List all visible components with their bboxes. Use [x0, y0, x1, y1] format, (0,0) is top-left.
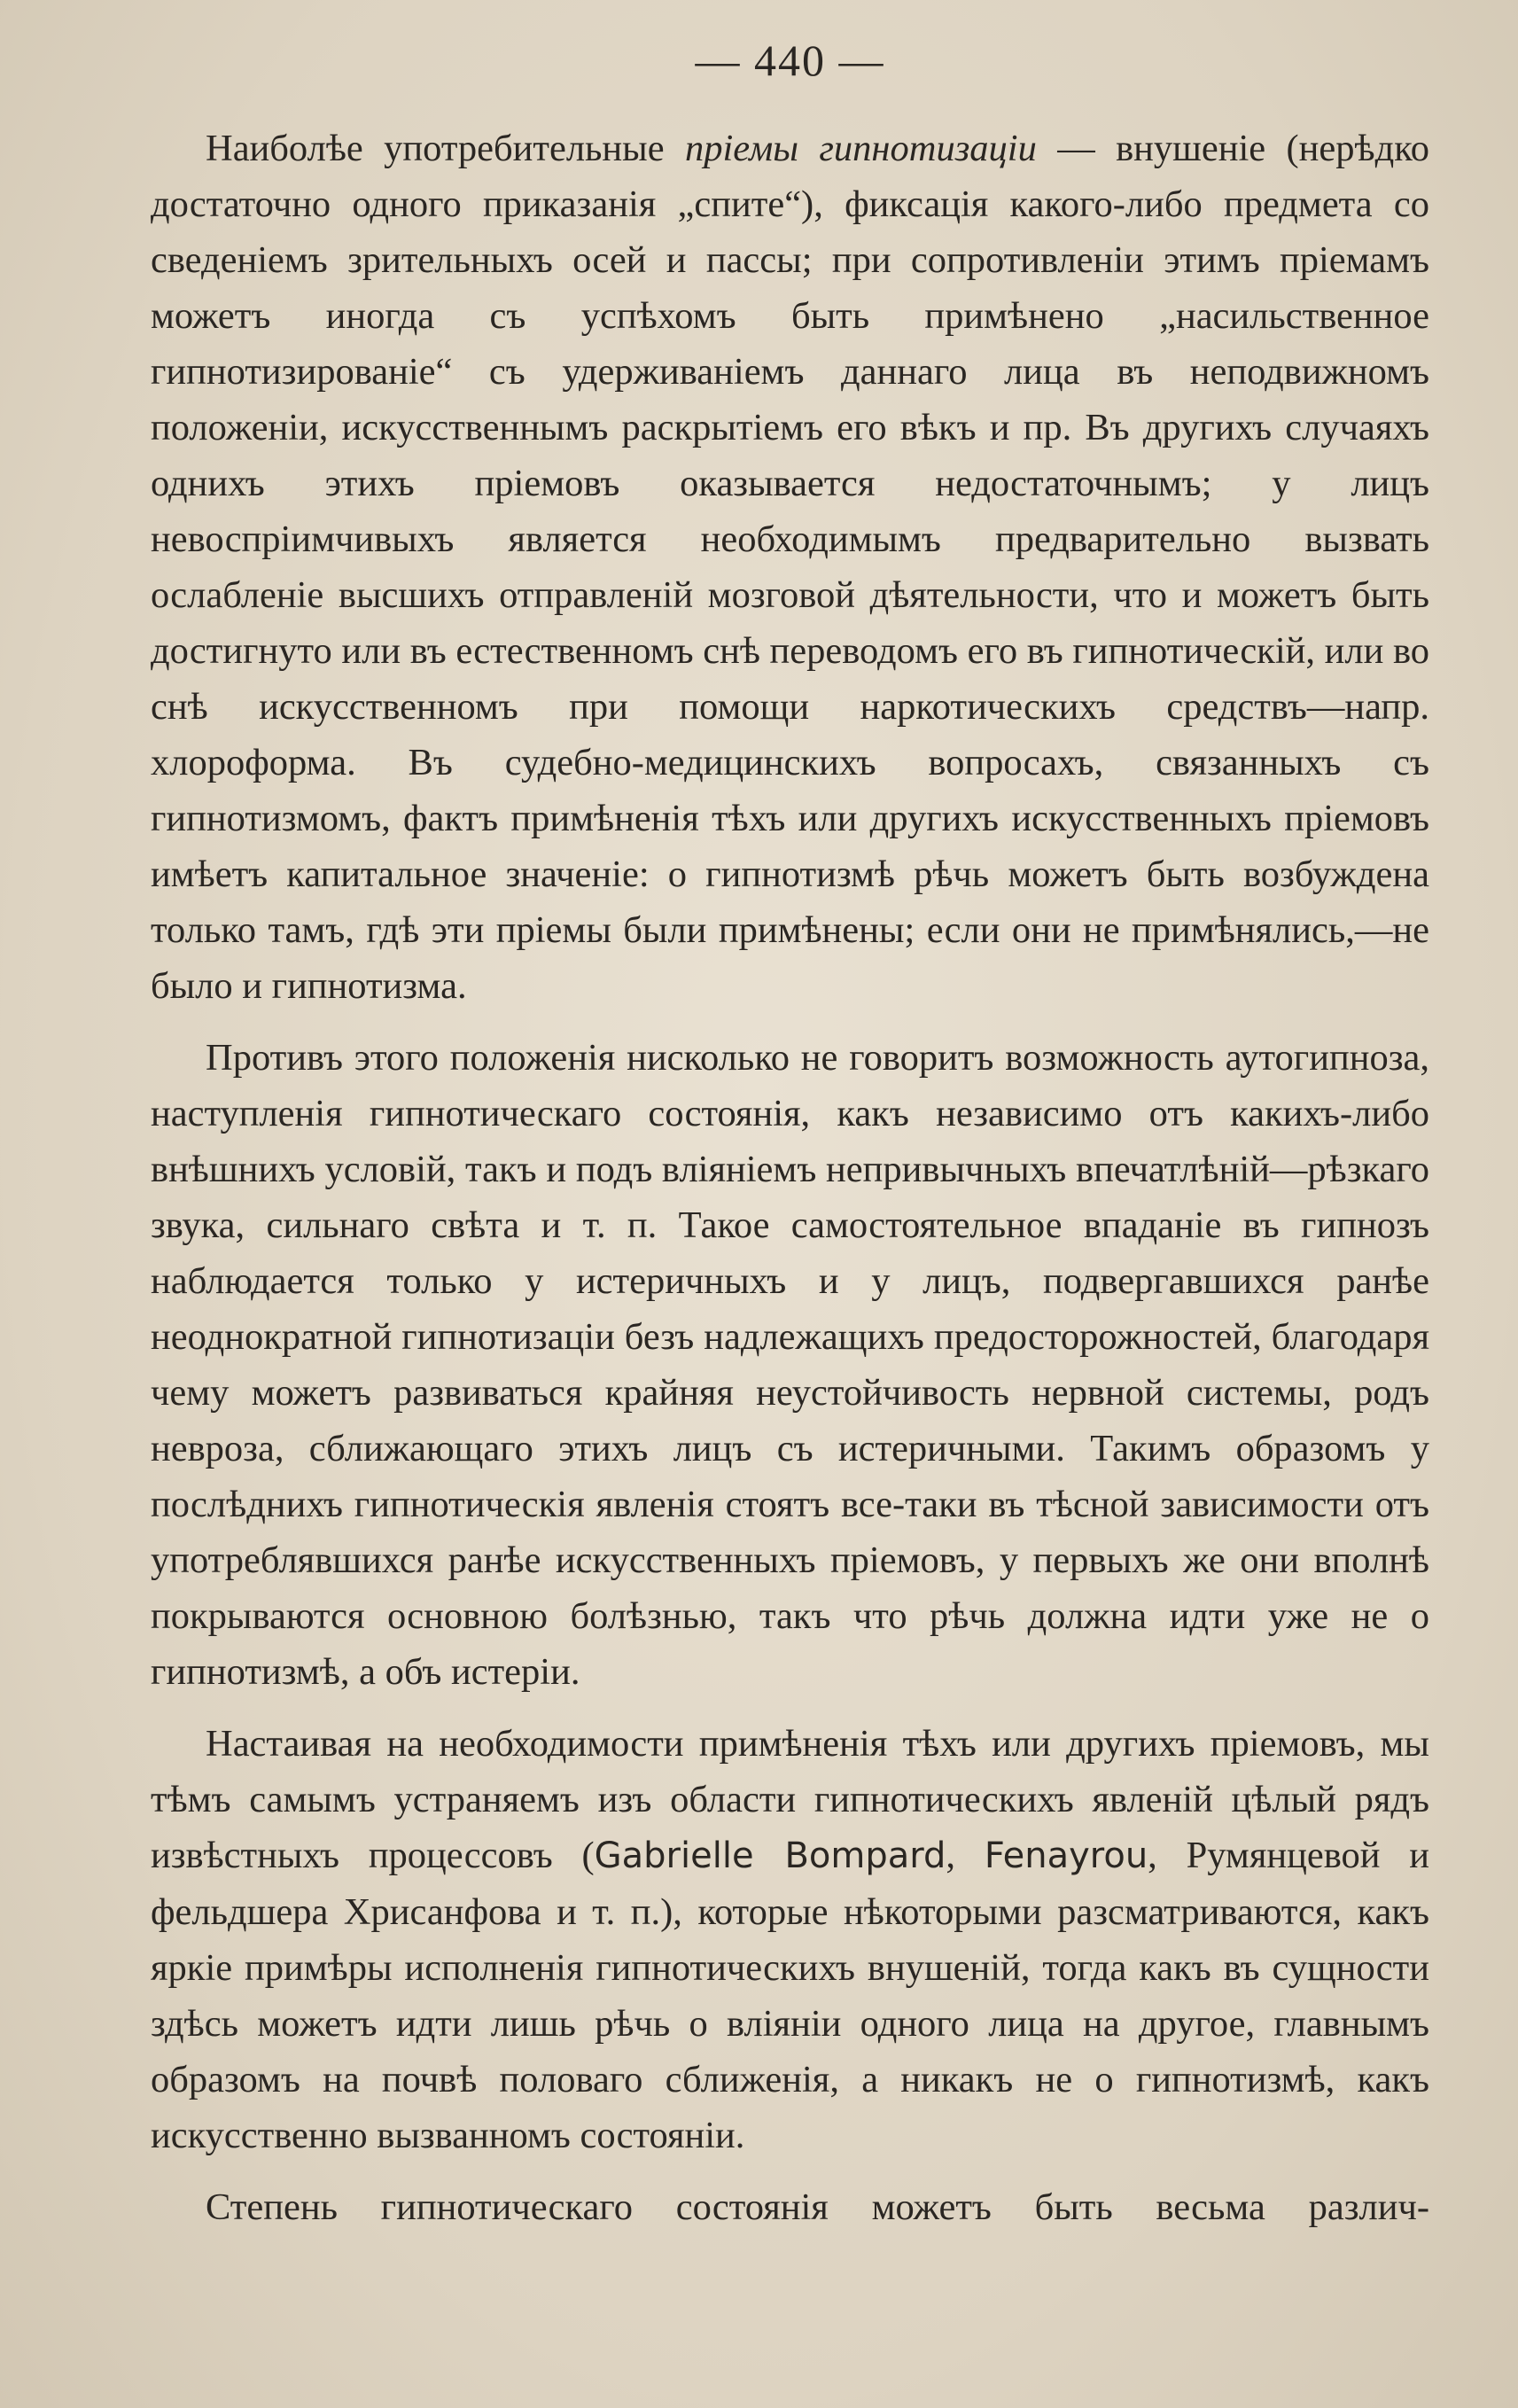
- page-number: — 440 —: [695, 35, 885, 85]
- paragraph-3-name-bompard: Gabrielle Bompard: [594, 1835, 946, 1876]
- paragraph-2-text: Противъ этого положенія нисколько не говоритъ возможность аутогипноза, наступленія гипнотическаго состоянія, какъ независимо отъ какихъ-либо внѣшнихъ условій, такъ и подъ вліяніемъ непривычныхъ впечатлѣній—рѣзкаго звука, сильнаго свѣта и т. п. Такое самостоятельное впаданіе въ гипнозъ наблюдается только у истеричныхъ и у лицъ, подвергавшихся ранѣе неоднократной гипнотизаціи безъ надлежащихъ предосторожностей, благодаря чему можетъ развиваться крайняя неустойчивость нервной системы, родъ невроза, сближающаго этихъ лицъ съ истеричными. Такимъ образомъ у послѣднихъ гипнотическія явленія стоятъ все-таки въ тѣсной зависимости отъ употреблявшихся ранѣе искусственныхъ пріемовъ, у первыхъ же они вполнѣ покрываются основною болѣзнью, такъ что рѣчь должна идти уже не о гипнотизмѣ, а объ истеріи.: [151, 1037, 1429, 1693]
- paragraph-1-text: — внушеніе (нерѣдко достаточно одного приказанія „спите“), фиксація какого-либо предмета со сведеніемъ зрительныхъ осей и пассы; при сопротивленіи этимъ пріемамъ можетъ иногда съ успѣхомъ быть примѣнено „насильственное гипнотизированіе“ съ удерживаніемъ даннаго лица въ неподвижномъ положеніи, искусственнымъ раскрытіемъ его вѣкъ и пр. Въ другихъ случаяхъ однихъ этихъ пріемовъ оказывается недостаточнымъ; у лицъ невоспріимчивыхъ является необходимымъ предварительно вызвать ослабленіе высшихъ отправленій мозговой дѣятельности, что и можетъ быть достигнуто или въ естественномъ снѣ переводомъ его въ гипнотическій, или во снѣ искусственномъ при помощи наркотическихъ средствъ—напр. хлороформа. Въ судебно-медицинскихъ вопросахъ, связанныхъ съ гипнотизмомъ, фактъ примѣненія тѣхъ или другихъ искусственныхъ пріемовъ имѣетъ капитальное значеніе: о гипнотизмѣ рѣчь можетъ быть возбуждена только тамъ, гдѣ эти пріемы были примѣнены; если они не примѣнялись,—не было и гипнотизма.: [151, 128, 1429, 1007]
- paragraph-1-lead: Наиболѣе употребительные: [206, 128, 685, 169]
- paragraph-3: [151, 1716, 1429, 2163]
- paragraph-1: [151, 121, 1429, 1014]
- paragraph-3-text: , Румянцевой и фельдшера Хрисанфова и т. п.), которые нѣкоторыми разсматриваются, какъ яркіе примѣры исполненія гипнотическихъ внушеній, тогда какъ въ сущности здѣсь можетъ идти лишь рѣчь о вліяніи одного лица на другое, главнымъ образомъ на почвѣ половаго сближенія, а никакъ не о гипнотизмѣ, какъ искусственно вызванномъ состояніи.: [151, 1835, 1430, 2156]
- paragraph-3-name-fenayrou: Fenayrou: [984, 1835, 1148, 1876]
- paragraph-4-text: Степень гипнотическаго состоянія можетъ быть весьма различ-: [206, 2186, 1429, 2228]
- paragraph-4: [151, 2179, 1429, 2235]
- paragraph-3-separator: ,: [946, 1835, 985, 1876]
- paragraph-3-lead: Настаивая на необходимости примѣненія тѣхъ или другихъ пріемовъ, мы тѣмъ самымъ устраняемъ изъ области гипнотическихъ явленій цѣлый рядъ извѣстныхъ процессовъ (: [151, 1723, 1429, 1876]
- paragraph-2: [151, 1030, 1429, 1700]
- paragraph-1-emphasis: пріемы гипнотизаціи: [684, 128, 1037, 169]
